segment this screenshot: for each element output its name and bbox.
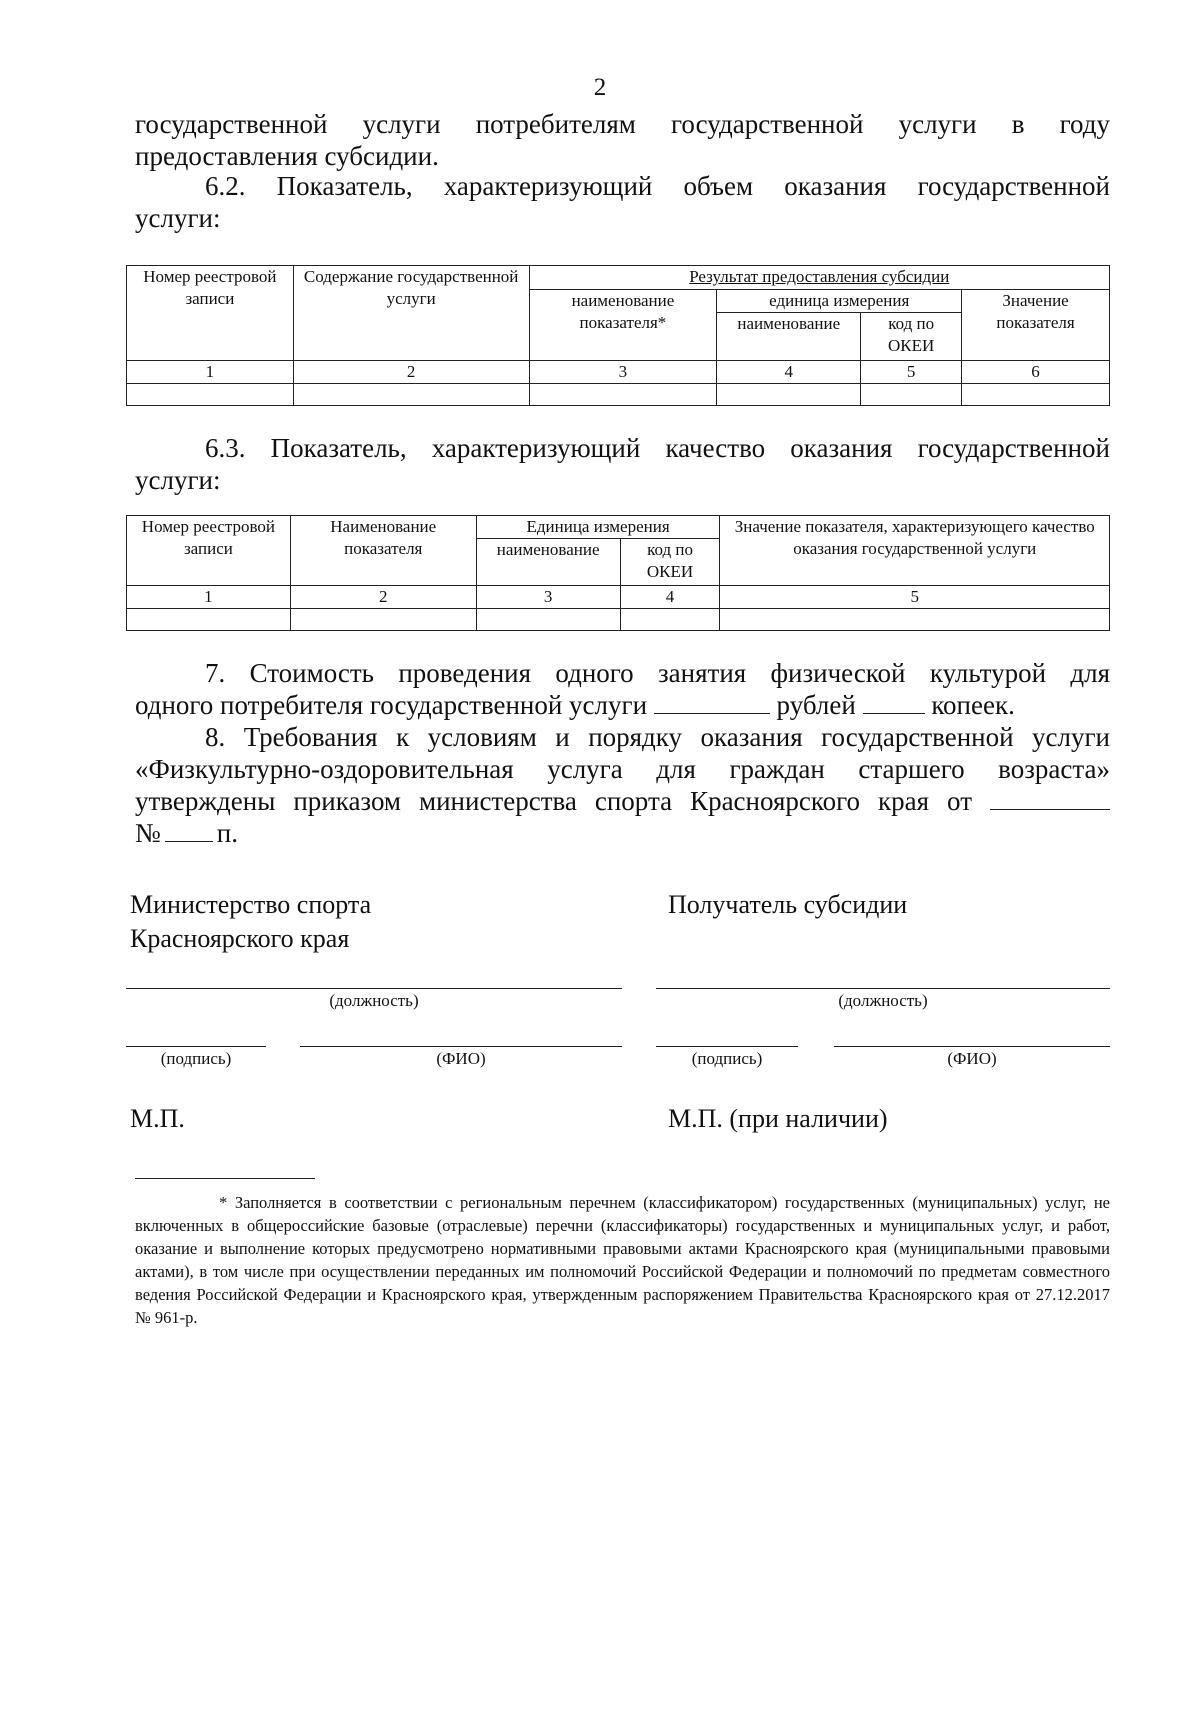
- number-sign: №: [135, 818, 161, 848]
- section-7-text-a: одного потребителя государственной услуги: [135, 690, 648, 720]
- section-7-text-b: рублей: [776, 690, 856, 720]
- section-6-2-line-1: 6.2. Показатель, характеризующий объем оказания государственной: [205, 171, 1110, 201]
- section-6-3: [135, 432, 1110, 496]
- footnote-separator: [135, 1178, 315, 1179]
- t2-header-unit: Единица измерения: [476, 516, 720, 539]
- order-date-blank[interactable]: [990, 787, 1110, 810]
- section-8-line-2: «Физкультурно-оздоровительная услуга для граждан старшего возраста»: [135, 754, 1110, 784]
- t1-empty-cell[interactable]: [293, 384, 529, 406]
- footnote: [135, 1191, 1110, 1329]
- t1-header-content: Содержание государственной услуги: [293, 266, 529, 361]
- t1-empty-cell[interactable]: [529, 384, 717, 406]
- t2-header-value: Значение показателя, характеризующего качество оказания государственной услуги: [720, 516, 1110, 586]
- t2-empty-cell[interactable]: [290, 609, 476, 631]
- left-organization: [130, 888, 371, 956]
- t1-empty-cell[interactable]: [861, 384, 962, 406]
- t1-empty-cell[interactable]: [962, 384, 1110, 406]
- quality-indicator-table: [126, 515, 1110, 631]
- section-8-line-4: [135, 817, 1110, 849]
- section-7-line-1: 7. Стоимость проведения одного занятия физической культурой для: [205, 658, 1110, 688]
- intro-paragraph: [135, 108, 1110, 172]
- section-7-text-c: копеек.: [931, 690, 1015, 720]
- intro-line-2: предоставления субсидии.: [135, 141, 439, 171]
- page-number: 2: [593, 74, 607, 101]
- t2-header-indicator-name: Наименование показателя: [290, 516, 476, 586]
- t2-empty-cell[interactable]: [476, 609, 620, 631]
- right-fio-caption: (ФИО): [947, 1049, 997, 1068]
- section-8: [135, 721, 1110, 849]
- t2-num-1: 1: [127, 586, 291, 609]
- section-7-line-2: [135, 689, 1110, 721]
- left-org-line-1: Министерство спорта: [130, 890, 372, 919]
- t2-num-5: 5: [720, 586, 1110, 609]
- t2-empty-cell[interactable]: [127, 609, 291, 631]
- right-signature-line[interactable]: [656, 1046, 798, 1047]
- order-number-blank[interactable]: [165, 819, 213, 842]
- t1-header-indicator-name: наименование показателя*: [529, 290, 717, 361]
- right-stamp-label: М.П. (при наличии): [668, 1104, 888, 1133]
- section-6-2: [135, 170, 1110, 234]
- t1-num-1: 1: [127, 361, 294, 384]
- order-suffix: п.: [216, 818, 238, 848]
- t1-header-unit-name: наименование: [717, 313, 861, 361]
- right-position-line[interactable]: [656, 988, 1110, 989]
- right-fio-line[interactable]: [834, 1046, 1110, 1047]
- t1-num-3: 3: [529, 361, 717, 384]
- t2-header-unit-code: код по ОКЕИ: [620, 539, 720, 586]
- t1-header-registry: Номер реестровой записи: [127, 266, 294, 361]
- right-signature-caption: (подпись): [691, 1049, 763, 1068]
- right-position-caption: (должность): [838, 991, 928, 1010]
- left-fio-line[interactable]: [300, 1046, 622, 1047]
- t1-empty-cell[interactable]: [127, 384, 294, 406]
- kopecks-blank[interactable]: [863, 691, 925, 714]
- t1-num-6: 6: [962, 361, 1110, 384]
- intro-line-1: государственной услуги потребителям государственной услуги в году: [135, 109, 1110, 139]
- left-fio-caption: (ФИО): [436, 1049, 486, 1068]
- left-position-line[interactable]: [126, 988, 622, 989]
- footnote-text: * Заполняется в соответствии с региональным перечнем (классификатором) государственных (муниципальных) услуг, не включенных в общероссийские базовые (отраслевые) перечни (классификаторы) государственных и муниципальных услуг, и работ, оказание и выполнение которых предусмотрено нормативными правовыми актами Красноярского края (муниципальными правовыми актами), в том числе при осуществлении переданных им полномочий Российской Федерации и полномочий по предметам совместного ведения Российской Федерации и Красноярского края, утвержденным распоряжением Правительства Красноярского края от 27.12.2017 № 961-р.: [135, 1193, 1110, 1327]
- section-8-line-3: [135, 785, 1110, 817]
- t2-num-4: 4: [620, 586, 720, 609]
- section-6-2-line-2: услуги:: [135, 203, 221, 233]
- t1-header-unit: единица измерения: [717, 290, 962, 313]
- section-7: [135, 657, 1110, 721]
- section-8-line-1: 8. Требования к условиям и порядку оказания государственной услуги: [205, 722, 1110, 752]
- t1-empty-cell[interactable]: [717, 384, 861, 406]
- t2-empty-cell[interactable]: [620, 609, 720, 631]
- left-signature-caption: (подпись): [160, 1049, 232, 1068]
- left-signature-line[interactable]: [126, 1046, 266, 1047]
- right-organization: Получатель субсидии: [668, 890, 908, 919]
- t1-header-value: Значение показателя: [962, 290, 1110, 361]
- t1-header-result: Результат предоставления субсидии: [529, 266, 1109, 290]
- left-org-line-2: Красноярского края: [130, 924, 350, 953]
- t2-header-unit-name: наименование: [476, 539, 620, 586]
- t1-header-unit-code: код по ОКЕИ: [861, 313, 962, 361]
- t2-empty-cell[interactable]: [720, 609, 1110, 631]
- left-stamp-label: М.П.: [130, 1104, 185, 1133]
- t1-num-2: 2: [293, 361, 529, 384]
- left-position-caption: (должность): [329, 991, 419, 1010]
- t1-num-5: 5: [861, 361, 962, 384]
- t2-num-2: 2: [290, 586, 476, 609]
- t2-header-registry: Номер реестровой записи: [127, 516, 291, 586]
- section-6-3-line-1: 6.3. Показатель, характеризующий качество оказания государственной: [205, 433, 1110, 463]
- t1-num-4: 4: [717, 361, 861, 384]
- t2-num-3: 3: [476, 586, 620, 609]
- volume-indicator-table: [126, 265, 1110, 406]
- section-8-line-3-text: утверждены приказом министерства спорта Красноярского края от: [135, 786, 972, 816]
- rubles-blank[interactable]: [654, 691, 770, 714]
- section-6-3-line-2: услуги:: [135, 465, 221, 495]
